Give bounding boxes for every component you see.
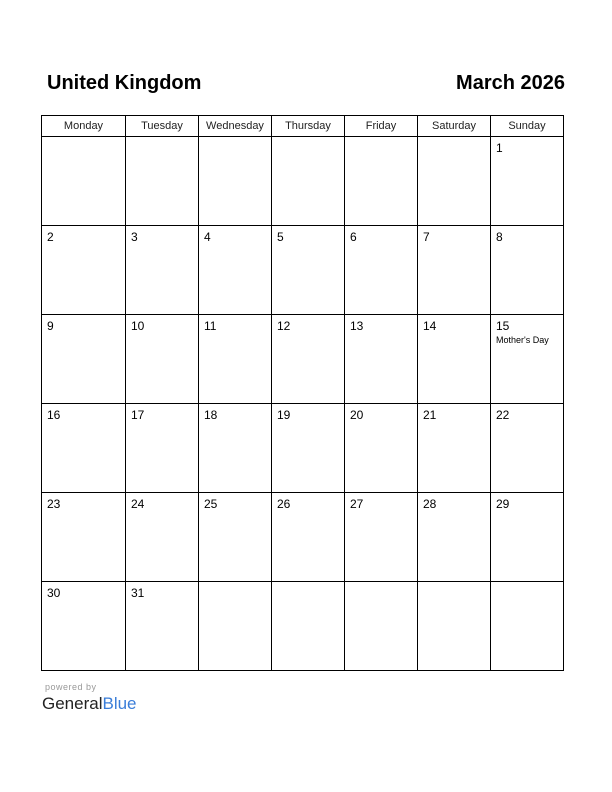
calendar-day-cell	[418, 315, 491, 404]
day-number: 24	[131, 497, 145, 511]
weekday-header-row	[42, 116, 564, 137]
calendar-day-cell	[418, 582, 491, 671]
calendar-day-cell	[126, 404, 199, 493]
day-number: 3	[131, 230, 138, 244]
calendar-day-cell	[42, 404, 126, 493]
calendar-day-cell	[418, 493, 491, 582]
day-number: 6	[350, 230, 357, 244]
brand-blue-text: Blue	[102, 694, 137, 713]
day-number: 23	[47, 497, 61, 511]
calendar-day-cell	[272, 137, 345, 226]
day-number: 10	[131, 319, 145, 333]
calendar-day-cell	[199, 582, 272, 671]
day-number: 2	[47, 230, 54, 244]
calendar-weeks	[42, 137, 564, 671]
day-number: 31	[131, 586, 145, 600]
weekday-header-saturday: Saturday	[418, 116, 491, 137]
calendar-week-row	[42, 404, 564, 493]
weekday-header-tuesday: Tuesday	[126, 116, 199, 137]
calendar-day-cell	[491, 404, 564, 493]
day-number: 26	[277, 497, 291, 511]
calendar-day-cell	[126, 137, 199, 226]
calendar-day-cell	[42, 493, 126, 582]
day-number: 1	[496, 141, 503, 155]
calendar-day-cell	[42, 226, 126, 315]
day-number: 9	[47, 319, 54, 333]
calendar-day-cell	[199, 404, 272, 493]
day-number: 28	[423, 497, 437, 511]
brand-general-text: General	[42, 694, 103, 713]
calendar-day-cell	[199, 315, 272, 404]
calendar-week-row	[42, 137, 564, 226]
calendar-day-cell	[126, 582, 199, 671]
calendar-day-cell	[42, 137, 126, 226]
calendar-day-cell	[126, 493, 199, 582]
calendar-day-cell	[272, 226, 345, 315]
day-number: 18	[204, 408, 218, 422]
calendar-day-cell	[272, 582, 345, 671]
calendar-header	[47, 72, 565, 98]
calendar-week-row	[42, 226, 564, 315]
calendar-day-cell	[491, 582, 564, 671]
day-number: 12	[277, 319, 291, 333]
calendar-day-cell	[345, 315, 418, 404]
calendar-day-cell	[272, 315, 345, 404]
calendar-day-cell	[42, 315, 126, 404]
day-number: 29	[496, 497, 510, 511]
calendar-day-cell	[272, 493, 345, 582]
calendar-week-row	[42, 582, 564, 671]
generalblue-logo	[42, 694, 137, 714]
weekday-header-monday: Monday	[42, 116, 126, 137]
calendar-day-cell	[42, 582, 126, 671]
day-number: 20	[350, 408, 364, 422]
day-number: 13	[350, 319, 364, 333]
day-number: 8	[496, 230, 503, 244]
day-number: 11	[204, 319, 217, 333]
day-number: 15	[496, 319, 510, 333]
calendar-day-cell	[345, 582, 418, 671]
day-number: 19	[277, 408, 291, 422]
month-title: March 2026	[456, 72, 565, 94]
holiday-label: Mother's Day	[496, 335, 549, 345]
day-number: 22	[496, 408, 510, 422]
calendar-day-cell	[199, 137, 272, 226]
calendar-day-cell	[345, 137, 418, 226]
weekday-header-sunday: Sunday	[491, 116, 564, 137]
powered-by-text: powered by	[45, 682, 97, 692]
calendar-day-cell	[345, 226, 418, 315]
calendar-day-cell	[491, 315, 564, 404]
day-number: 5	[277, 230, 284, 244]
calendar-day-cell	[199, 226, 272, 315]
day-number: 16	[47, 408, 61, 422]
day-number: 4	[204, 230, 211, 244]
calendar-day-cell	[345, 404, 418, 493]
day-number: 21	[423, 408, 437, 422]
day-number: 14	[423, 319, 437, 333]
calendar-day-cell	[491, 226, 564, 315]
month-calendar-grid	[41, 115, 564, 671]
calendar-day-cell	[491, 137, 564, 226]
calendar-day-cell	[272, 404, 345, 493]
calendar-day-cell	[418, 226, 491, 315]
calendar-day-cell	[491, 493, 564, 582]
footer-branding	[42, 682, 137, 714]
day-number: 25	[204, 497, 218, 511]
day-number: 17	[131, 408, 145, 422]
weekday-header-friday: Friday	[345, 116, 418, 137]
weekday-header-thursday: Thursday	[272, 116, 345, 137]
calendar-day-cell	[418, 404, 491, 493]
day-number: 27	[350, 497, 364, 511]
calendar-week-row	[42, 493, 564, 582]
day-number: 7	[423, 230, 430, 244]
calendar-week-row	[42, 315, 564, 404]
calendar-day-cell	[126, 226, 199, 315]
calendar-day-cell	[126, 315, 199, 404]
calendar-day-cell	[418, 137, 491, 226]
country-title: United Kingdom	[47, 72, 202, 94]
calendar-day-cell	[199, 493, 272, 582]
day-number: 30	[47, 586, 61, 600]
weekday-header-wednesday: Wednesday	[199, 116, 272, 137]
calendar-day-cell	[345, 493, 418, 582]
